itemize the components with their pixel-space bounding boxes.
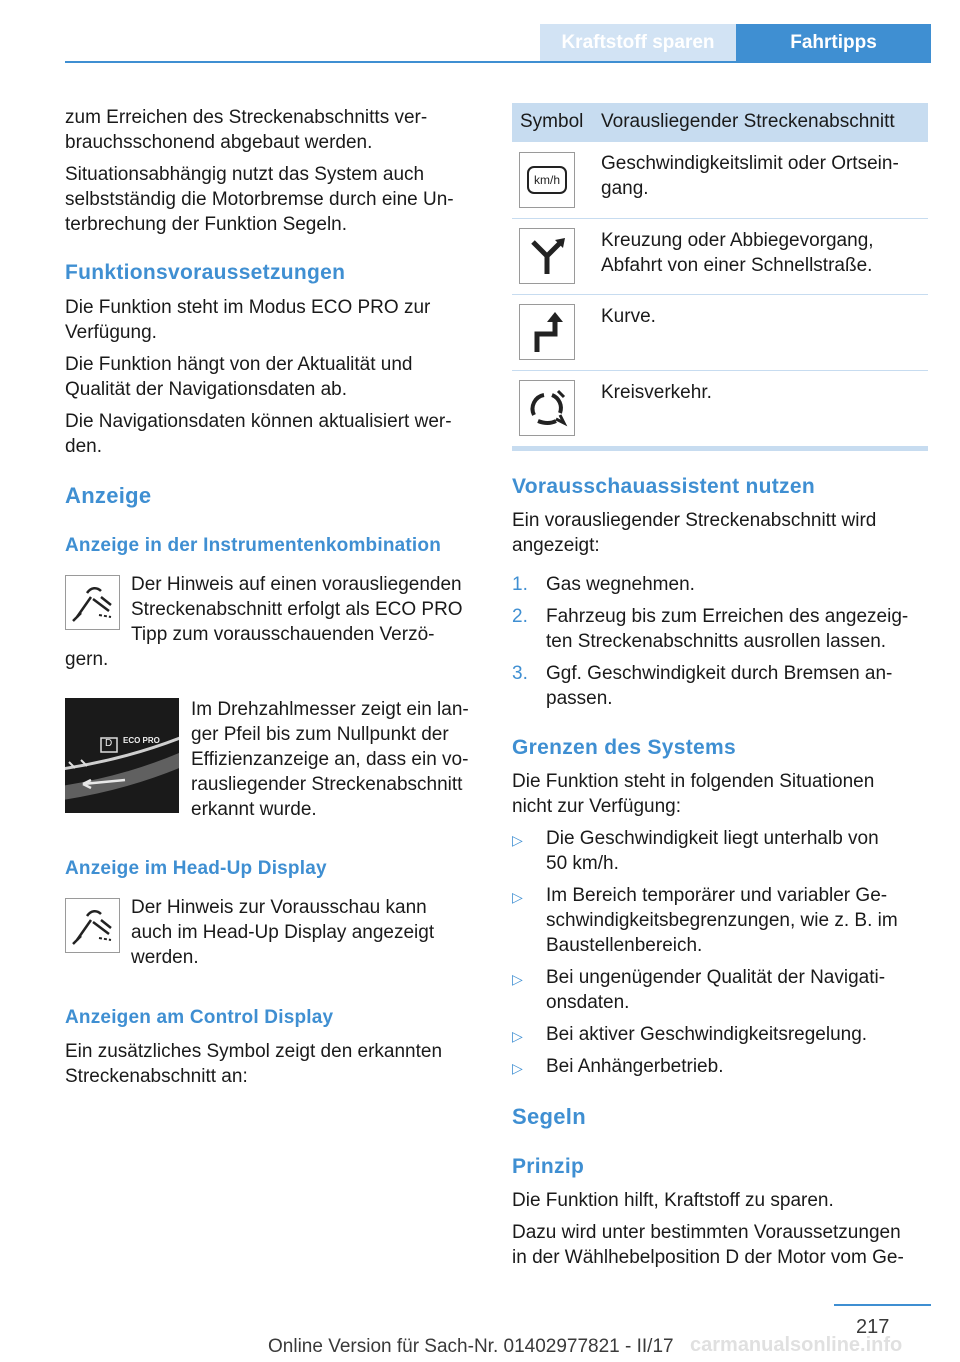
curve-icon xyxy=(519,304,575,360)
text-line: Effizienzanzeige an, dass ein vo- xyxy=(191,749,469,770)
bullet-triangle-icon: ▷ xyxy=(512,889,523,905)
text-line: gern. xyxy=(65,649,109,670)
footer-rule xyxy=(834,1304,931,1306)
heading-prinzip: Prinzip xyxy=(512,1155,585,1178)
speed-limit-kmh-icon xyxy=(519,152,575,208)
text-line: in der Wählhebelposition D der Motor vom Ge- xyxy=(512,1247,904,1268)
text-line: Im Drehzahlmesser zeigt ein lan- xyxy=(191,699,469,720)
table-cell: Abfahrt von einer Schnellstraße. xyxy=(601,255,873,276)
table-cell: Geschwindigkeitslimit oder Ortsein- xyxy=(601,153,899,174)
text-line: angezeigt: xyxy=(512,535,600,556)
step-number: 3. xyxy=(512,663,528,684)
bullet-text: Im Bereich temporärer und variabler Ge- xyxy=(546,885,888,906)
text-line: werden. xyxy=(131,947,199,968)
col-section: Vorausliegender Streckenabschnitt xyxy=(601,111,895,132)
table-bottom-rule xyxy=(512,446,928,451)
heading-control-display: Anzeigen am Control Display xyxy=(65,1007,334,1028)
hud-eco-tip-icon xyxy=(65,898,120,953)
bullet-triangle-icon: ▷ xyxy=(512,971,523,987)
text-line: selbstständig die Motorbremse durch eine Un- xyxy=(65,189,454,210)
text-line: Dazu wird unter bestimmten Voraussetzungen xyxy=(512,1222,901,1243)
text-line: Ein zusätzliches Symbol zeigt den erkannten xyxy=(65,1041,443,1062)
text-line: terbrechung der Funktion Segeln. xyxy=(65,214,348,235)
roundabout-icon xyxy=(519,380,575,436)
row-divider xyxy=(512,370,928,371)
step-text: Fahrzeug bis zum Erreichen des angezeig- xyxy=(546,606,909,627)
text-line: Streckenabschnitt an: xyxy=(65,1066,248,1087)
table-header xyxy=(512,103,928,142)
text-line: Die Funktion hilft, Kraftstoff zu sparen. xyxy=(512,1190,834,1211)
text-line: zum Erreichen des Streckenabschnitts ver- xyxy=(65,107,428,128)
eco-pro-label: ECO PRO xyxy=(123,736,160,745)
kmh-label: km/h xyxy=(527,166,567,194)
text-line: Situationsabhängig nutzt das System auch xyxy=(65,164,425,185)
bullet-text: Bei ungenügender Qualität der Navigati- xyxy=(546,967,886,988)
bullet-text: schwindigkeitsbegrenzungen, wie z. B. im xyxy=(546,910,898,931)
step-text: passen. xyxy=(546,688,613,709)
text-line: Streckenabschnitt erfolgt als ECO PRO xyxy=(131,599,463,620)
text-line: Qualität der Navigationsdaten ab. xyxy=(65,379,348,400)
row-divider xyxy=(512,294,928,295)
heading-anzeige: Anzeige xyxy=(65,483,152,508)
page-number: 217 xyxy=(856,1316,890,1338)
heading-anzeige-hud: Anzeige im Head-Up Display xyxy=(65,858,327,879)
header-rule xyxy=(65,61,931,63)
bullet-text: Bei aktiver Geschwindigkeitsregelung. xyxy=(546,1024,868,1045)
table-cell: gang. xyxy=(601,178,649,199)
step-text: ten Streckenabschnitts ausrollen lassen. xyxy=(546,631,887,652)
bullet-triangle-icon: ▷ xyxy=(512,1028,523,1044)
text-line: Ein vorausliegender Streckenabschnitt wird xyxy=(512,510,877,531)
text-line: Verfügung. xyxy=(65,322,157,343)
step-text: Gas wegnehmen. xyxy=(546,574,695,595)
gear-indicator: D xyxy=(105,738,113,749)
table-cell: Kreuzung oder Abbiegevorgang, xyxy=(601,230,874,251)
heading-funktionsvoraussetzungen: Funktionsvoraussetzungen xyxy=(65,261,346,284)
text-line: Tipp zum vorausschauenden Verzö- xyxy=(131,624,435,645)
col-symbol: Symbol xyxy=(520,111,584,132)
row-divider xyxy=(512,218,928,219)
text-line: ger Pfeil bis zum Nullpunkt der xyxy=(191,724,449,745)
header-section-title: Kraftstoff sparen xyxy=(540,24,736,61)
heading-segeln: Segeln xyxy=(512,1104,586,1129)
text-line: rausliegender Streckenabschnitt xyxy=(191,774,463,795)
online-version-note: Online Version für Sach-Nr. 01402977821 - II/17 xyxy=(268,1336,674,1357)
table-cell: Kreisverkehr. xyxy=(601,382,712,403)
table-cell: Kurve. xyxy=(601,306,656,327)
text-line: erkannt wurde. xyxy=(191,799,317,820)
step-text: Ggf. Geschwindigkeit durch Bremsen an- xyxy=(546,663,893,684)
text-line: auch im Head-Up Display angezeigt xyxy=(131,922,435,943)
text-line: Die Navigationsdaten können aktualisiert wer- xyxy=(65,411,452,432)
step-number: 1. xyxy=(512,574,528,595)
header-chapter-title: Fahrtipps xyxy=(736,24,931,61)
text-line: Der Hinweis auf einen vorausliegenden xyxy=(131,574,462,595)
bullet-text: Die Geschwindigkeit liegt unterhalb von xyxy=(546,828,879,849)
text-line: Die Funktion steht in folgenden Situationen xyxy=(512,771,875,792)
bullet-text: onsdaten. xyxy=(546,992,630,1013)
bullet-triangle-icon: ▷ xyxy=(512,1060,523,1076)
text-line: Der Hinweis zur Vorausschau kann xyxy=(131,897,427,918)
junction-icon xyxy=(519,228,575,284)
tachometer-image xyxy=(65,698,179,813)
eco-pro-tip-icon xyxy=(65,575,120,630)
text-line: brauchsschonend abgebaut werden. xyxy=(65,132,373,153)
heading-vorausschau-nutzen: Vorausschauassistent nutzen xyxy=(512,475,815,498)
text-line: nicht zur Verfügung: xyxy=(512,796,681,817)
bullet-text: Bei Anhängerbetrieb. xyxy=(546,1056,724,1077)
watermark: carmanualsonline.info xyxy=(690,1334,903,1356)
bullet-text: Baustellenbereich. xyxy=(546,935,703,956)
heading-anzeige-instrumentenkombination: Anzeige in der Instrumentenkombination xyxy=(65,535,442,556)
step-number: 2. xyxy=(512,606,528,627)
text-line: den. xyxy=(65,436,102,457)
bullet-text: 50 km/h. xyxy=(546,853,619,874)
bullet-triangle-icon: ▷ xyxy=(512,832,523,848)
heading-grenzen: Grenzen des Systems xyxy=(512,736,736,759)
text-line: Die Funktion steht im Modus ECO PRO zur xyxy=(65,297,431,318)
text-line: Die Funktion hängt von der Aktualität und xyxy=(65,354,413,375)
